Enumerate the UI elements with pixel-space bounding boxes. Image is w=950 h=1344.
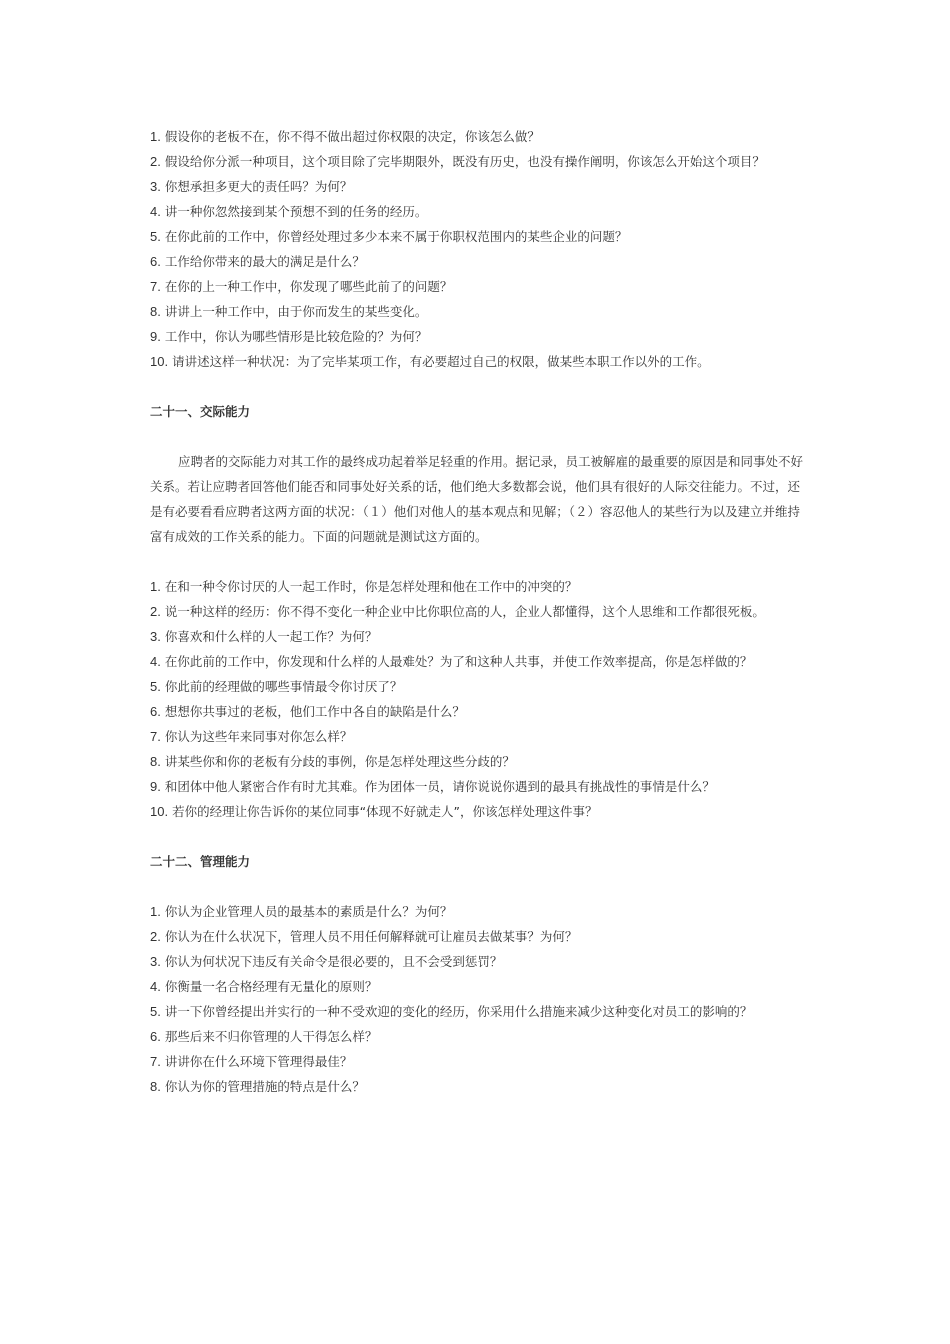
list-item: 6. 想想你共事过的老板，他们工作中各自的缺陷是什么？ — [150, 704, 465, 719]
spacer — [150, 424, 805, 449]
list-item: 2. 假设给你分派一种项目，这个项目除了完毕期限外，既没有历史，也没有操作阐明，你该怎么开始这个项目？ — [150, 154, 765, 169]
list-item: 4. 讲一种你忽然接到某个预想不到的任务的经历。 — [150, 204, 428, 219]
question-list-management — [150, 899, 805, 1099]
list-item: 3. 你认为何状况下违反有关命令是很必要的，且不会受到惩罚？ — [150, 954, 503, 969]
list-item: 4. 你衡量一名合格经理有无量化的原则？ — [150, 979, 378, 994]
list-item: 10. 请讲述这样一种状况：为了完毕某项工作，有必要超过自己的权限，做某些本职工作以外的工作。 — [150, 354, 710, 369]
list-item: 6. 那些后来不归你管理的人干得怎么样？ — [150, 1029, 378, 1044]
list-item: 5. 讲一下你曾经提出并实行的一种不受欢迎的变化的经历，你采用什么措施来减少这种变化对员工的影响的？ — [150, 1004, 753, 1019]
list-item: 4. 在你此前的工作中，你发现和什么样的人最难处？为了和这种人共事，并使工作效率提高，你是怎样做的？ — [150, 654, 753, 669]
list-item: 8. 讲讲上一种工作中，由于你而发生的某些变化。 — [150, 304, 428, 319]
list-item: 6. 工作给你带来的最大的满足是什么？ — [150, 254, 365, 269]
list-item: 3. 你喜欢和什么样的人一起工作？为何？ — [150, 629, 378, 644]
list-item: 5. 在你此前的工作中，你曾经处理过多少本来不属于你职权范围内的某些企业的问题？ — [150, 229, 628, 244]
spacer — [150, 549, 805, 574]
list-item: 1. 假设你的老板不在，你不得不做出超过你权限的决定，你该怎么做？ — [150, 129, 540, 144]
spacer — [150, 824, 805, 849]
list-item: 7. 讲讲你在什么环境下管理得最佳？ — [150, 1054, 353, 1069]
section-heading-management: 二十二、管理能力 — [150, 854, 251, 869]
list-item: 7. 你认为这些年来同事对你怎么样？ — [150, 729, 353, 744]
list-item: 3. 你想承担多更大的责任吗？为何？ — [150, 179, 353, 194]
list-item: 10. 若你的经理让你告诉你的某位同事“体现不好就走人”，你该怎样处理这件事？ — [150, 804, 598, 819]
section-intro-paragraph: 应聘者的交际能力对其工作的最终成功起着举足轻重的作用。据记录，员工被解雇的最重要的原因是和同事处不好关系。若让应聘者回答他们能否和同事处好关系的话，他们绝大多数都会说，他们具有很好的人际交往能力。不过，还是有必要看看应聘者这两方面的状况：（１）他们对他人的基本观点和见解；（２）容忍他人的某些行为以及建立并维持富有成效的工作关系的能力。下面的问题就是测试这方面的。 — [150, 454, 804, 544]
question-list-intro — [150, 124, 805, 374]
list-item: 2. 说一种这样的经历：你不得不变化一种企业中比你职位高的人，企业人都懂得，这个人思维和工作都很死板。 — [150, 604, 765, 619]
list-item: 5. 你此前的经理做的哪些事情最令你讨厌了？ — [150, 679, 403, 694]
document-page — [150, 124, 805, 1099]
list-item: 7. 在你的上一种工作中，你发现了哪些此前了的问题？ — [150, 279, 453, 294]
question-list-communication — [150, 574, 805, 824]
list-item: 9. 工作中，你认为哪些情形是比较危险的？为何？ — [150, 329, 428, 344]
list-item: 8. 讲某些你和你的老板有分歧的事例，你是怎样处理这些分歧的？ — [150, 754, 515, 769]
list-item: 1. 你认为企业管理人员的最基本的素质是什么？为何？ — [150, 904, 453, 919]
list-item: 1. 在和一种令你讨厌的人一起工作时，你是怎样处理和他在工作中的冲突的？ — [150, 579, 578, 594]
spacer — [150, 374, 805, 399]
list-item: 8. 你认为你的管理措施的特点是什么？ — [150, 1079, 365, 1094]
list-item: 9. 和团体中他人紧密合作有时尤其难。作为团体一员，请你说说你遇到的最具有挑战性的事情是什么？ — [150, 779, 715, 794]
list-item: 2. 你认为在什么状况下，管理人员不用任何解释就可让雇员去做某事？为何？ — [150, 929, 578, 944]
section-heading-communication: 二十一、交际能力 — [150, 404, 251, 419]
spacer — [150, 874, 805, 899]
